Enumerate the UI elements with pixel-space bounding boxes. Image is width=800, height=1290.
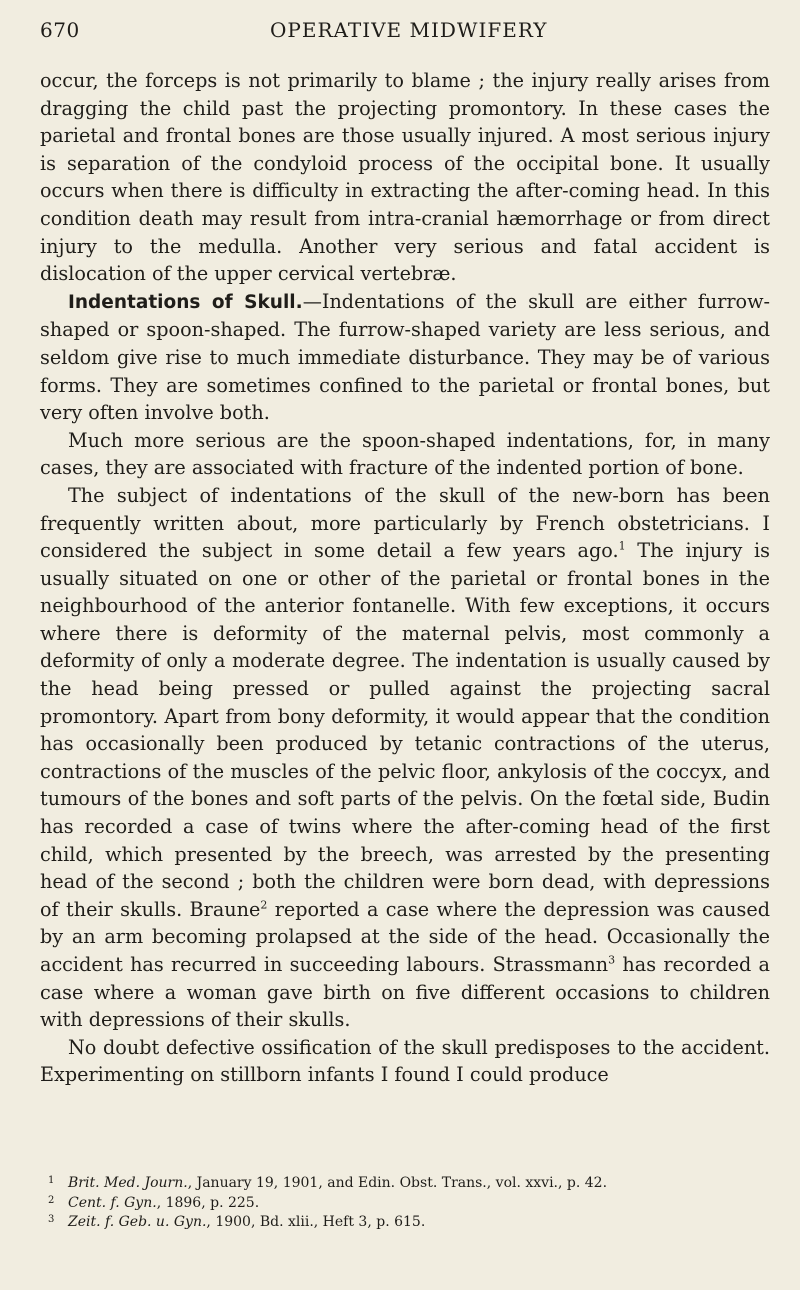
paragraph-text: Much more serious are the spoon-shaped indentations, for, in many cases, they are associated with fracture of the indented portion of bone. (40, 428, 770, 480)
paragraph-text: The injury is usually situated on one or other of the parietal or frontal bones in the neighbourhood of the anterior fontanelle. With few exceptions, it occurs where there is deformity of the maternal pelvis, most commonly a deformity of only a moderate degree. The indentation is usually caused by the head being pressed or pulled against the projecting sacral promontory. Apart from bony deformity, it would appear that the condition has occasionally been produced by tetanic contractions of the uterus, contractions of the muscles of the pelvic floor, ankylosis of the coccyx, and tumours of the bones and soft parts of the pelvis. On the fœtal side, Budin has recorded a case of twins where the after-coming head of the first child, which presented by the breech, was arrested by the presenting head of the second ; both the children were born dead, with depressions of their skulls. Braune (40, 539, 770, 921)
page-header (40, 18, 770, 48)
running-head: OPERATIVE MIDWIFERY (270, 18, 548, 42)
paragraph-text: has recorded a case where a woman gave birth on five different occasions to children with depressions of their skulls. (40, 953, 770, 1032)
paragraph-text: reported a case where the depression was caused by an arm becoming prolapsed at the side of the head. Occasionally the accident has recurred in succeeding labours. Strassmann (40, 897, 771, 976)
footnote-ref: 2 (260, 898, 268, 912)
footnote (40, 1174, 770, 1194)
paragraph-text: The subject of indentations of the skull of the new-born has been frequently written about, more particularly by French obstetricians. I considered the subject in some detail a few years ago. (40, 483, 770, 563)
footnote-source: Cent. f. Gyn. (68, 1194, 157, 1211)
footnote (40, 1194, 770, 1214)
footnote-details: , January 19, 1901, and Edin. Obst. Trans., vol. xxvi., p. 42. (187, 1175, 608, 1191)
section-heading: Indentations of Skull. (68, 291, 303, 313)
page-number: 670 (40, 18, 80, 42)
paragraph (40, 482, 770, 1034)
footnote-number: 2 (48, 1194, 55, 1206)
paragraph-text: No doubt defective ossification of the skull predisposes to the accident. Experimenting on stillborn infants I found I could produce (40, 1035, 770, 1087)
footnote-source: Brit. Med. Journ. (68, 1175, 188, 1191)
body-text (40, 67, 770, 1089)
footnote-source: Zeit. f. Geb. u. Gyn. (68, 1214, 207, 1230)
paragraph (40, 288, 770, 427)
footnotes (40, 1174, 770, 1233)
footnote-ref: 1 (618, 539, 626, 553)
paragraph-text: —Indentations of the skull are either furrow-shaped or spoon-shaped. The furrow-shaped variety are less serious, and seldom give rise to much immediate disturbance. They may be of various forms. They are sometimes confined to the parietal or frontal bones, but very often involve both. (40, 289, 770, 425)
footnote-number: 3 (48, 1214, 55, 1225)
footnote-ref: 3 (608, 953, 616, 967)
paragraph-text: occur, the forceps is not primarily to blame ; the injury really arises from dragging the child past the projecting promontory. In these cases the parietal and frontal bones are those usually injured. A most serious injury is separation of the condyloid process of the occipital bone. It usually occurs when there is difficulty in extracting the after-coming head. In this condition death may result from intra-cranial hæmorrhage or from direct injury to the medulla. Another very serious and fatal accident is dislocation of the upper cervical vertebræ. (40, 69, 770, 286)
footnote-details: , 1896, p. 225. (156, 1194, 260, 1211)
paragraph (40, 67, 770, 288)
paragraph (40, 1034, 770, 1089)
footnote (40, 1213, 770, 1233)
paragraph (40, 427, 770, 482)
footnote-number: 1 (48, 1175, 55, 1186)
footnote-details: , 1900, Bd. xlii., Heft 3, p. 615. (206, 1214, 426, 1230)
book-page (40, 0, 770, 1290)
